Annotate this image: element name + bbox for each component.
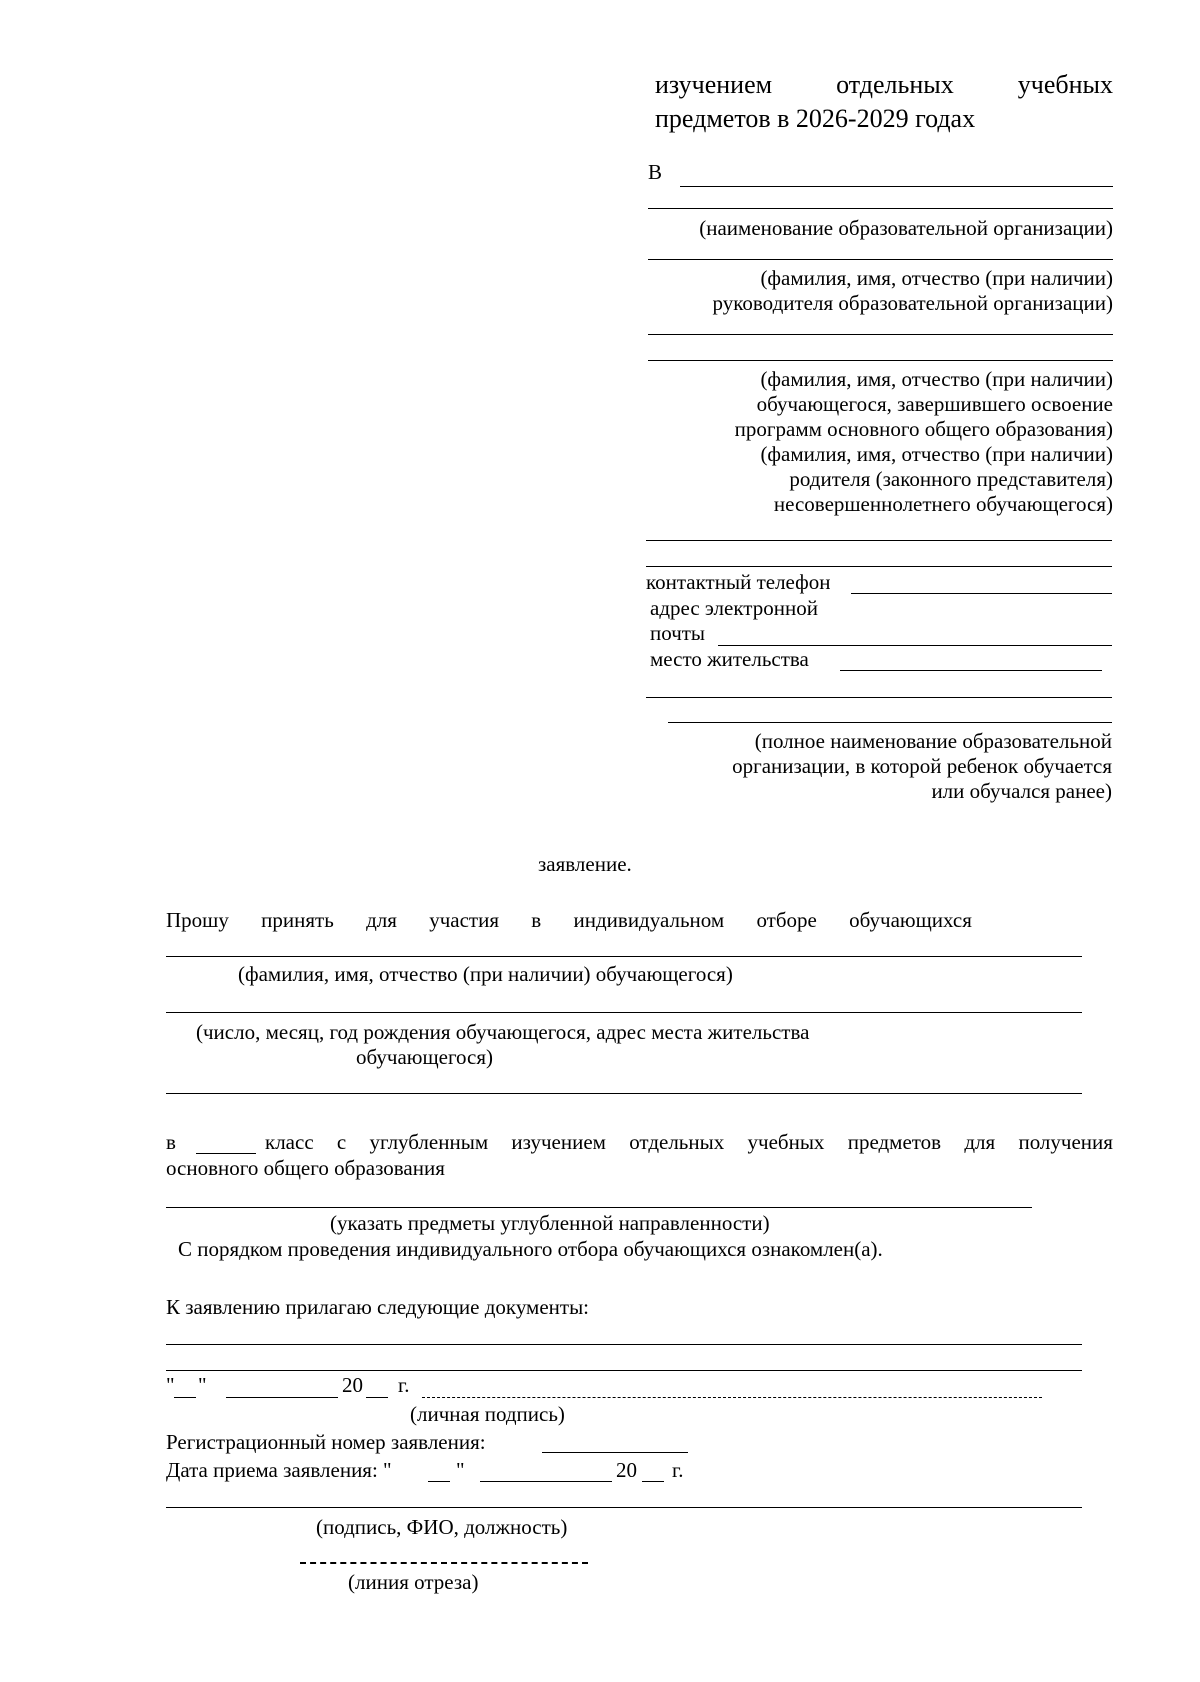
class-prefix: в (166, 1130, 176, 1154)
applicant-name-field[interactable] (648, 334, 1113, 335)
class-line-2: основного общего образования (166, 1156, 445, 1180)
email-label-1: адрес электронной (650, 596, 818, 620)
class-number-field[interactable] (196, 1153, 256, 1154)
email-field[interactable] (718, 645, 1112, 646)
applicant-caption-1: (фамилия, имя, отчество (при наличии) (760, 367, 1113, 391)
birth-address-field[interactable] (166, 1012, 1082, 1013)
school-caption-1: (полное наименование образовательной (754, 729, 1112, 753)
request-line (166, 908, 972, 933)
accept-year-prefix: 20 (616, 1458, 637, 1482)
request-word: Прошу (166, 908, 229, 932)
class-word: с (336, 1130, 347, 1154)
attachments-field-2[interactable] (166, 1370, 1082, 1371)
cut-caption: (линия отреза) (348, 1570, 479, 1594)
applicant-caption-3: программ основного общего образования) (734, 417, 1113, 441)
class-word: для (964, 1130, 996, 1154)
phone-field[interactable] (851, 593, 1112, 594)
class-word: изучением (511, 1130, 606, 1154)
class-word: углубленным (369, 1130, 489, 1154)
email-label-2: почты (650, 621, 706, 645)
subjects-caption: (указать предметы углубленной направленности) (330, 1211, 770, 1235)
date-g: г. (398, 1373, 410, 1397)
org-name-field-2[interactable] (648, 208, 1113, 209)
class-line (265, 1130, 1113, 1155)
request-word: принять (261, 908, 334, 932)
class-word: получения (1018, 1130, 1113, 1154)
reg-number-field[interactable] (542, 1452, 688, 1453)
date-quote-open: " (166, 1373, 175, 1397)
head-caption-2: руководителя образовательной организации) (712, 291, 1113, 315)
residence-field-2[interactable] (646, 697, 1112, 698)
residence-label: место жительства (650, 647, 809, 671)
cut-line (300, 1562, 588, 1564)
header-word: отдельных (836, 70, 954, 99)
accept-month-field[interactable] (480, 1481, 612, 1482)
request-word: участия (429, 908, 499, 932)
official-caption: (подпись, ФИО, должность) (316, 1515, 568, 1539)
birth-caption-1: (число, месяц, год рождения обучающегося, адрес места жительства (196, 1020, 810, 1044)
recipient-prefix: В (648, 160, 663, 184)
accept-date-label: Дата приема заявления: " (166, 1458, 392, 1482)
birth-caption-2: обучающегося) (356, 1045, 494, 1069)
birth-address-field-2[interactable] (166, 1093, 1082, 1094)
attachments-field[interactable] (166, 1344, 1082, 1345)
signature-caption: (личная подпись) (410, 1402, 565, 1426)
accept-day-field[interactable] (428, 1481, 450, 1482)
header-line-2: предметов в 2026-2029 годах (655, 104, 976, 133)
request-word: обучающихся (849, 908, 972, 932)
accept-g: г. (672, 1458, 684, 1482)
header-line-1 (655, 70, 1113, 100)
request-word: для (366, 908, 397, 932)
reg-number-label: Регистрационный номер заявления: (166, 1430, 486, 1454)
applicant-caption-4: (фамилия, имя, отчество (при наличии) (760, 442, 1113, 466)
applicant-caption-2: обучающегося, завершившего освоение (756, 392, 1113, 416)
class-word: учебных (747, 1130, 825, 1154)
applicant-caption-6: несовершеннолетнего обучающегося) (773, 492, 1113, 516)
subjects-field[interactable] (166, 1207, 1032, 1208)
accept-year-field[interactable] (642, 1481, 664, 1482)
request-word: отборе (756, 908, 817, 932)
school-name-field[interactable] (668, 722, 1112, 723)
date-month-field[interactable] (226, 1397, 338, 1398)
parent-name-field[interactable] (646, 540, 1112, 541)
applicant-name-field-2[interactable] (648, 360, 1113, 361)
head-name-field[interactable] (648, 259, 1113, 260)
org-caption: (наименование образовательной организации) (699, 216, 1113, 240)
date-year-prefix: 20 (342, 1373, 363, 1397)
parent-name-field-2[interactable] (646, 566, 1112, 567)
school-caption-2: организации, в которой ребенок обучается (732, 754, 1112, 778)
header-word: учебных (1017, 70, 1113, 99)
applicant-caption-5: родителя (законного представителя) (789, 467, 1113, 491)
student-caption: (фамилия, имя, отчество (при наличии) обучающегося) (238, 962, 733, 986)
request-word: индивидуальном (573, 908, 725, 932)
class-word: предметов (847, 1130, 942, 1154)
acknowledged-text: С порядком проведения индивидуального отбора обучающихся ознакомлен(а). (178, 1237, 883, 1261)
request-word: в (531, 908, 542, 932)
org-name-field[interactable] (680, 186, 1113, 187)
date-day-field[interactable] (174, 1397, 196, 1398)
attachments-label: К заявлению прилагаю следующие документы: (166, 1295, 590, 1319)
class-word: класс (265, 1130, 314, 1154)
class-word: отдельных (629, 1130, 725, 1154)
date-quote-close: " (198, 1373, 207, 1397)
student-name-field[interactable] (166, 956, 1082, 957)
header-word: изучением (655, 70, 773, 99)
school-caption-3: или обучался ранее) (931, 779, 1112, 803)
signature-field[interactable] (422, 1397, 1042, 1398)
head-caption-1: (фамилия, имя, отчество (при наличии) (760, 266, 1113, 290)
date-year-field[interactable] (366, 1397, 388, 1398)
phone-label: контактный телефон (646, 570, 831, 594)
official-signature-field[interactable] (166, 1507, 1082, 1508)
residence-field[interactable] (840, 670, 1102, 671)
accept-quote-close: " (456, 1458, 465, 1482)
statement-title: заявление. (538, 852, 632, 876)
